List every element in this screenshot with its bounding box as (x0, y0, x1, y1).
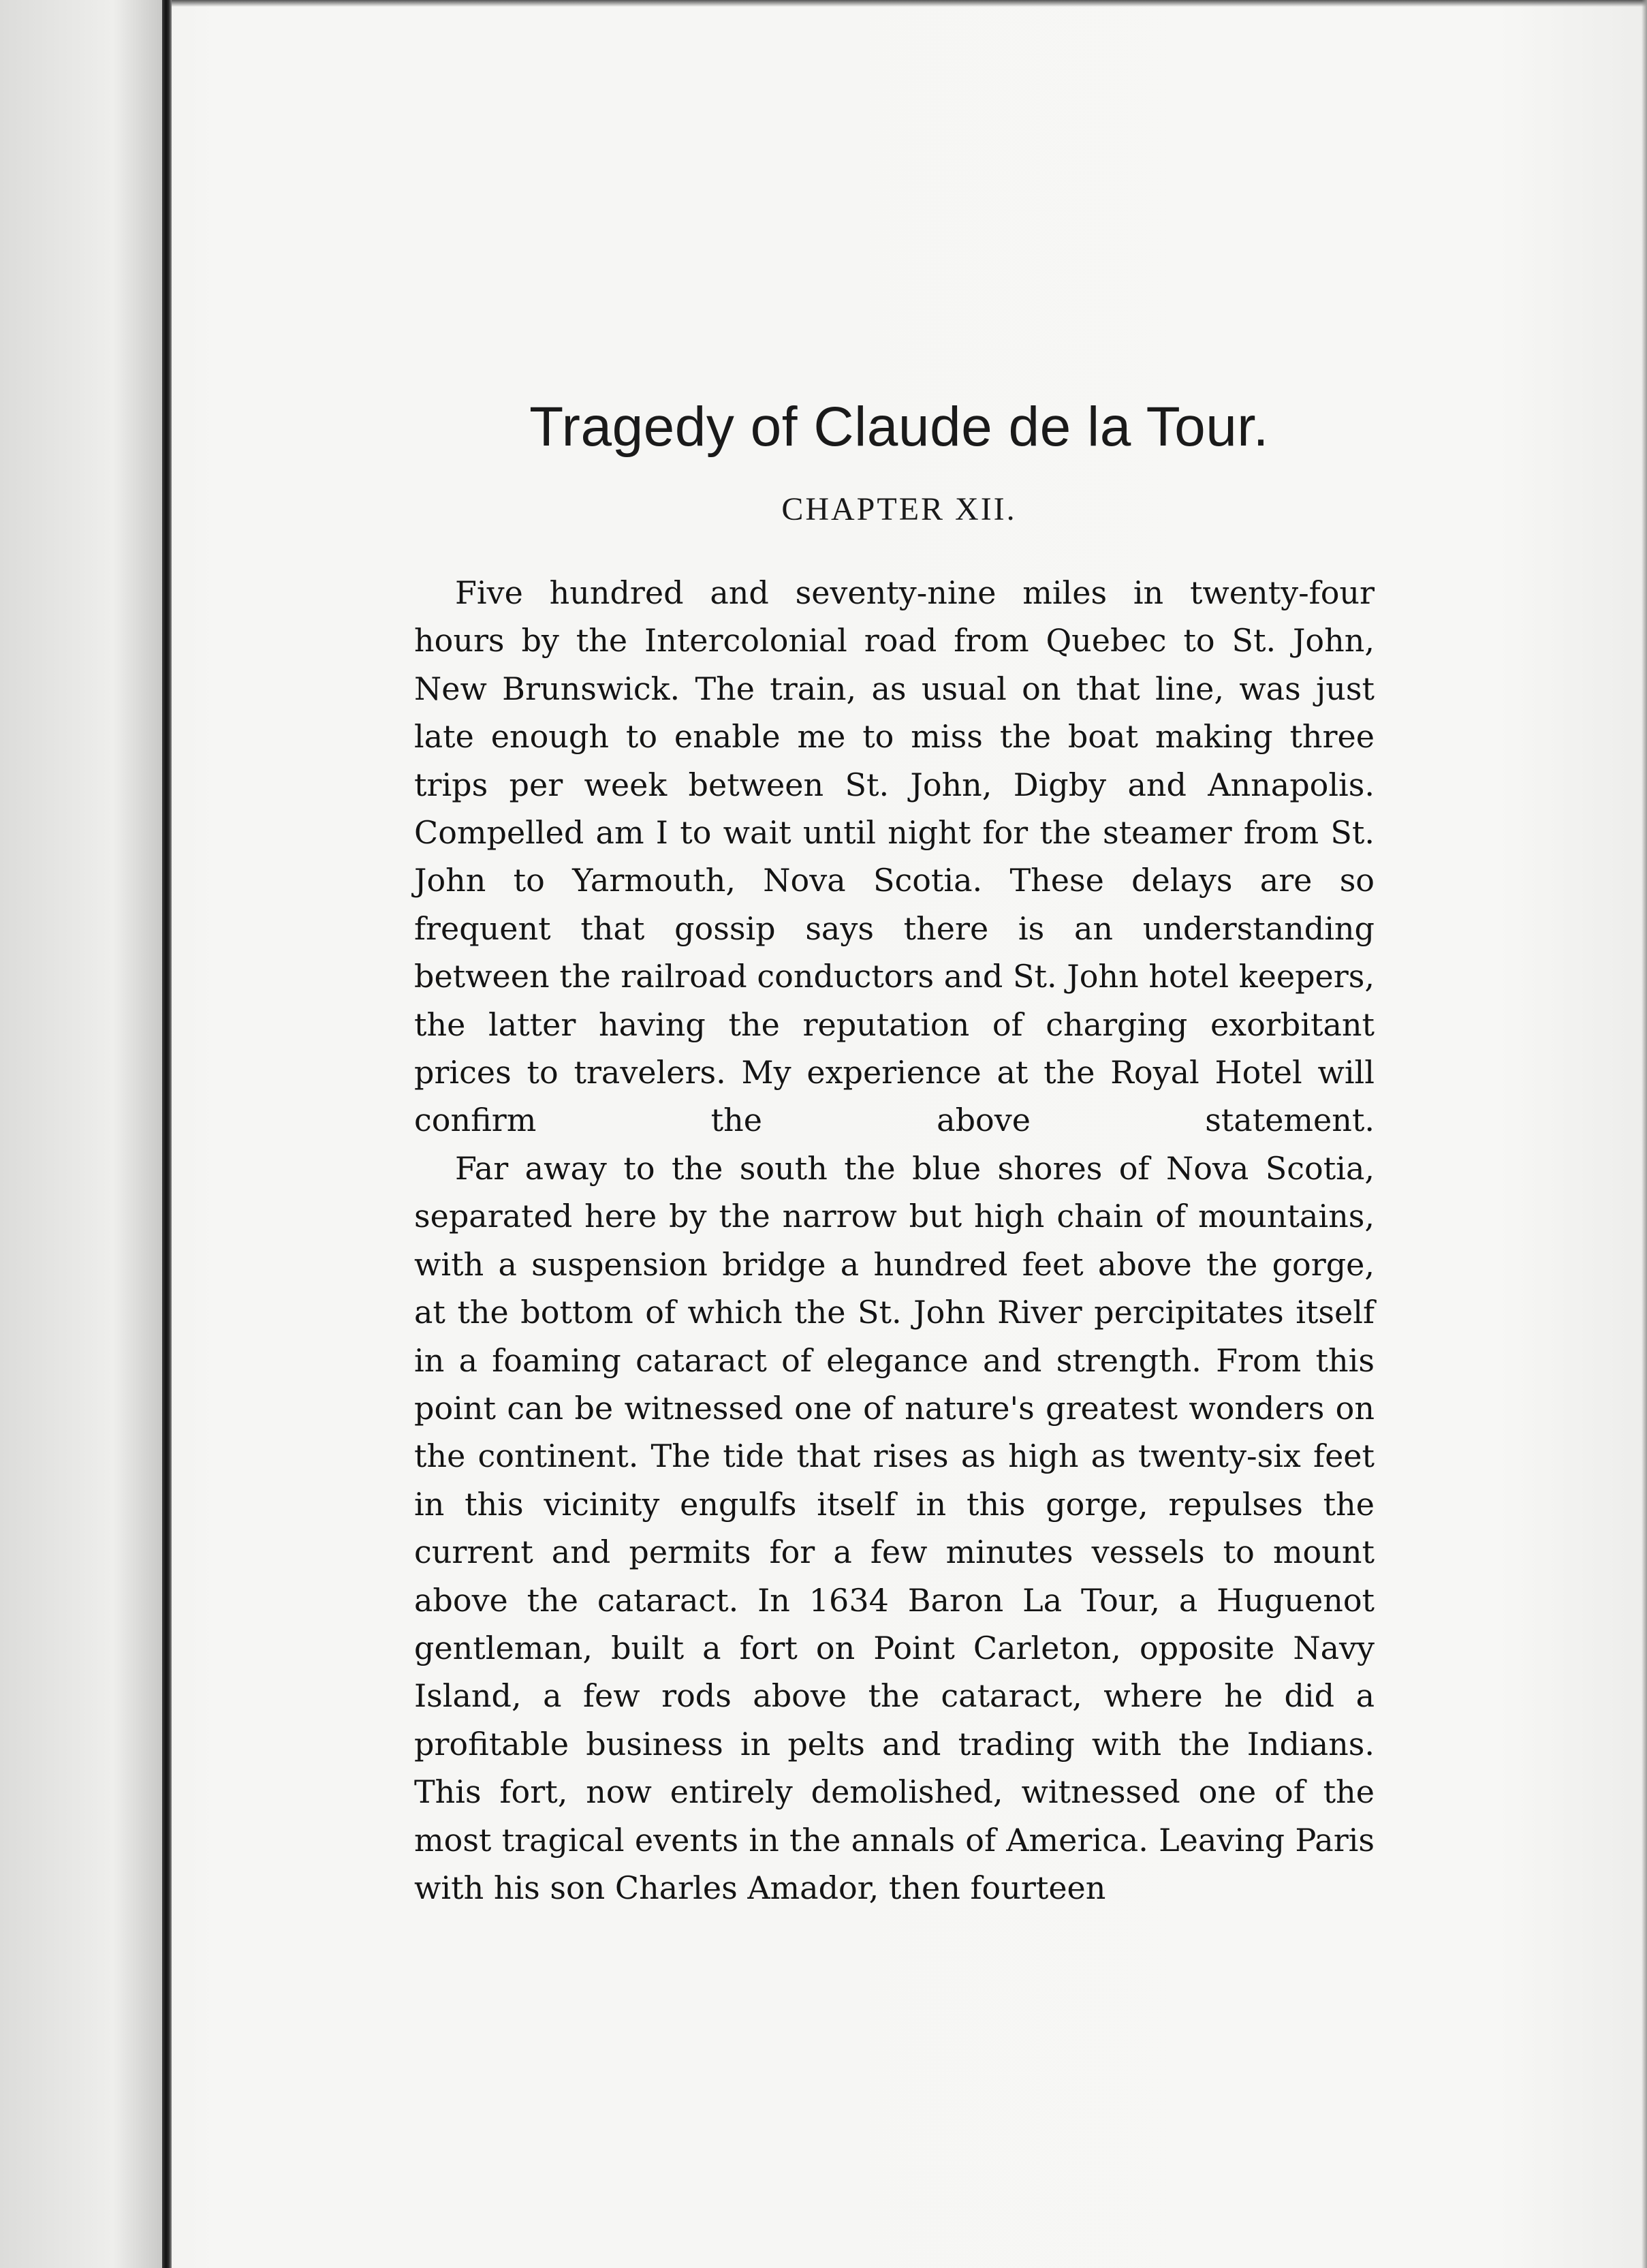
right-page-edge (1642, 0, 1647, 2268)
top-page-shadow (172, 0, 1647, 7)
body-text (414, 569, 1375, 1912)
chapter-heading: CHAPTER XII. (781, 491, 1017, 527)
book-binding-shadow (162, 0, 172, 2268)
facing-page-edge (0, 0, 162, 2268)
paragraph: Five hundred and seventy-nine miles in twenty-four hours by the Intercolonial road from Quebec to St. John, New Brunswick. The train, as usual on that line, was just late enough to enable me to miss the boat making three trips per week between St. John, Digby and Annapolis. Compelled am I to wait until night for the steamer from St. John to Yarmouth, Nova Scotia. These delays are so frequent that gossip says there is an understanding between the railroad conductors and St. John hotel keepers, the latter having the reputation of charging exorbitant prices to travelers. My experience at the Royal Hotel will confirm the above statement. (414, 574, 1375, 1139)
paragraph: Far away to the south the blue shores of Nova Scotia, separated here by the narrow but high chain of mountains, with a suspension bridge a hundred feet above the gorge, at the bottom of which the St. John River percipitates itself in a foaming cataract of elegance and strength. From this point can be witnessed one of nature's greatest wonders on the continent. The tide that rises as high as twenty-six feet in this vicinity engulfs itself in this gorge, repulses the current and permits for a few minutes vessels to mount above the cataract. In 1634 Baron La Tour, a Huguenot gentleman, built a fort on Point Carleton, opposite Navy Island, a few rods above the cataract, where he did a profitable business in pelts and trading with the Indians. This fort, now entirely demolished, witnessed one of the most tragical events in the annals of America. Leaving Paris with his son Charles Amador, then fourteen (414, 1149, 1375, 1906)
page-title: Tragedy of Claude de la Tour. (529, 396, 1269, 458)
